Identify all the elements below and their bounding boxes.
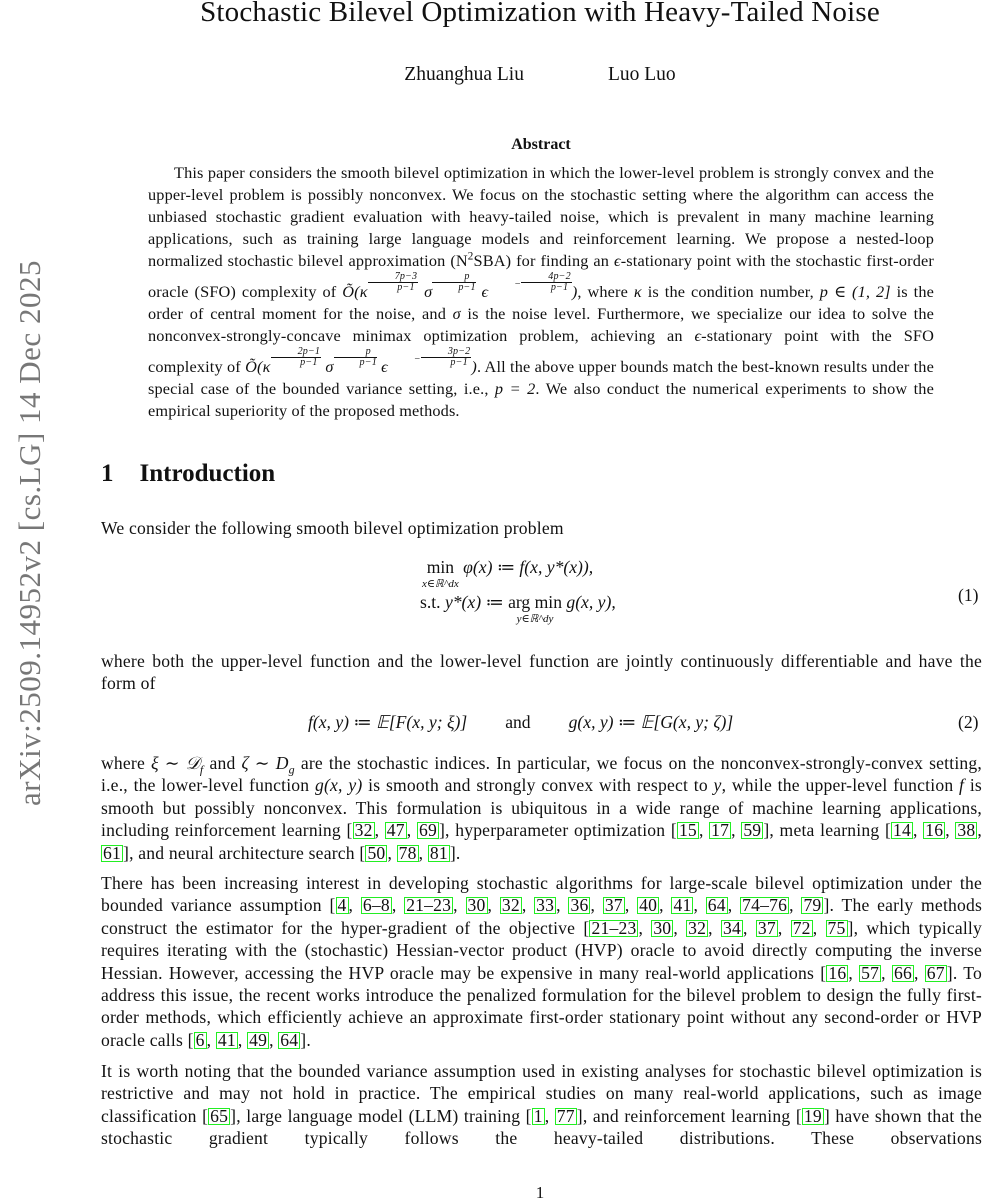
text-run: , and reinforcement learning (582, 1105, 796, 1126)
exponent-fraction (368, 272, 419, 293)
fraction-denominator: p−1 (397, 282, 415, 294)
text-run: , while the upper-level function (721, 775, 960, 796)
citation-link[interactable]: 66 (893, 962, 912, 983)
citation-group: [ 50 , 78 , 81 ] (359, 842, 456, 863)
exponent-sign: − (413, 354, 421, 366)
citation-link[interactable]: 69 (418, 820, 437, 841)
citation-link[interactable]: 65 (210, 1105, 229, 1126)
text-run: are the stochastic indices. In particular, we focus on the nonconvex-strongly-convex setting, i.e., the lower-level function (101, 753, 983, 796)
citation-link[interactable]: 47 (386, 820, 405, 841)
text-run: , and neural architecture search (129, 842, 360, 863)
citation-link[interactable]: 81 (429, 842, 448, 863)
section-title: Introduction (139, 460, 276, 487)
citation-link[interactable]: 74–76 (742, 895, 788, 916)
text-run: is smooth but possibly nonconvex. This formulation is ubiquitous in a wide range of machine learning applications, including reinforcement learning (101, 775, 982, 841)
exponent-sign: − (514, 279, 522, 291)
citation-link[interactable]: 72 (792, 917, 811, 938)
subscript: g (288, 762, 295, 777)
math-symbol: κ (633, 282, 642, 302)
citation-link[interactable]: 61 (103, 842, 121, 863)
exponent-fraction (334, 347, 377, 368)
citation-link[interactable]: 64 (280, 1029, 299, 1050)
fraction-denominator: p−1 (359, 357, 377, 369)
section-heading (101, 460, 275, 488)
text-run: There has been increasing interest in developing stochastic algorithms for large-scale bilevel optimization under the bounded variance assumption (101, 873, 982, 916)
author-name: Zhuanghua Liu (404, 64, 524, 85)
abstract-body (148, 162, 934, 422)
text-run: is the noise level. Furthermore, we specialize our idea to solve the nonconvex-strongly-concave minimax optimization problem, achieving an (148, 304, 934, 346)
text-run: . We also conduct the numerical experiments to show the empirical superiority of the proposed methods. (148, 379, 934, 421)
citation-link[interactable]: 32 (354, 820, 373, 841)
fraction-numerator: 2p−1 (271, 347, 322, 358)
citation-link[interactable]: 37 (757, 917, 776, 938)
text-run: , meta learning (769, 820, 885, 841)
text-run: , hyperparameter optimization (445, 820, 671, 841)
equation-number: (1) (958, 585, 979, 605)
text-run: We consider the following smooth bilevel optimization problem (101, 518, 564, 538)
citation-link[interactable]: 33 (536, 895, 555, 916)
paragraph (101, 650, 982, 695)
math-symbol: ϵ (614, 251, 621, 270)
math-symbol: g(x, y) (314, 775, 363, 796)
citation-link[interactable]: 34 (723, 917, 741, 938)
math-symbol: ζ ∼ D (241, 753, 289, 773)
text-run: is smooth and strongly convex with respect to (362, 775, 714, 796)
citation-link[interactable]: 1 (533, 1105, 543, 1126)
citation-link[interactable]: 21–23 (591, 917, 637, 938)
citation-link[interactable]: 16 (828, 962, 847, 983)
eq-line1: φ(x) ≔ f(x, y*(x)), (463, 557, 594, 577)
fraction-numerator: 7p−3 (368, 272, 419, 283)
eq2-left: f(x, y) ≔ 𝔼[F(x, y; ξ)] (308, 712, 468, 732)
fraction-numerator: p (432, 272, 475, 283)
citation-link[interactable]: 50 (367, 842, 386, 863)
eq-argmin: arg min (508, 592, 562, 612)
fraction-numerator: 4p−2 (521, 272, 572, 283)
text-run: have shown that the stochastic gradient typically follows the heavy-tailed distributions. These observations (101, 1105, 982, 1149)
citation-link[interactable]: 6–8 (362, 895, 390, 916)
text-run: and (203, 753, 242, 773)
text-run: . All the above upper bounds match the best-known results under the special case of the bounded variance setting, i.e., (148, 357, 934, 399)
text-run: , which typically requires iterating with the (stochastic) Hessian-vector product (HVP) oracle to avoid directly computing the inverse Hessian. However, accessing the HVP oracle may be expensive in many real-world applications (101, 917, 983, 983)
text-run: . (455, 842, 461, 863)
paragraph (101, 752, 982, 864)
citation-group: [ 16 , 57 , 66 , 67 ] (820, 962, 953, 983)
citation-link[interactable]: 32 (501, 895, 520, 916)
exponent-fraction (432, 272, 475, 293)
fraction-numerator: p (334, 347, 377, 358)
citation-link[interactable]: 30 (653, 917, 672, 938)
math-symbol: p = 2 (494, 379, 536, 399)
big-o-symbol: Õ (245, 357, 258, 377)
citation-group: [ 6 , 41 , 49 , 64 ] (187, 1029, 307, 1050)
citation-group: [ 32 , 47 , 69 ] (346, 820, 446, 841)
citation-link[interactable]: 67 (926, 962, 945, 983)
citation-link[interactable]: 59 (743, 820, 762, 841)
fraction-denominator: p−1 (450, 357, 468, 369)
citation-group: [ 65 ] (202, 1105, 237, 1126)
citation-link[interactable]: 17 (711, 820, 730, 841)
text-run: . (306, 1029, 311, 1050)
citation-link[interactable]: 75 (827, 917, 846, 938)
subscript: f (199, 762, 204, 777)
exponent-fraction (421, 347, 472, 368)
math-symbol: y (713, 775, 722, 796)
text-run: where both the upper-level function and the lower-level function are jointly continuously differentiable and have the form of (101, 651, 982, 694)
math-symbol: ξ ∼ 𝒟 (150, 753, 200, 773)
citation-link[interactable]: 40 (639, 895, 658, 916)
author-list (0, 64, 984, 86)
text-run: SBA) for finding an (473, 251, 614, 270)
math-symbol: σ (452, 304, 461, 324)
citation-link[interactable]: 16 (925, 820, 944, 841)
eq2-and: and (505, 712, 531, 732)
section-number: 1 (101, 460, 114, 487)
arxiv-identifier: arXiv:2509.14952v2 [cs.LG] 14 Dec 2025 (12, 260, 47, 806)
big-o-symbol: Õ (342, 282, 355, 302)
text-run: It is worth noting that the bounded variance assumption used in existing analyses for stochastic bilevel optimization is restrictive and may not hold in practice. The empirical studies on many real-world applications, such as image classification (101, 1061, 982, 1126)
fraction-denominator: p−1 (300, 357, 318, 369)
fraction-numerator: 3p−2 (421, 347, 472, 358)
author-name: Luo Luo (607, 64, 676, 85)
eq2-right: g(x, y) ≔ 𝔼[G(x, y; ζ)] (568, 712, 734, 732)
equation-number: (2) (958, 712, 979, 732)
text-run: , large language model (LLM) training (236, 1105, 526, 1126)
fraction-denominator: p−1 (550, 282, 569, 294)
equation-2 (308, 712, 733, 733)
citation-link[interactable]: 37 (604, 895, 623, 916)
superscript: 2 (467, 250, 474, 263)
text-run: . The early methods construct the estimator for the hyper-gradient of the objective (101, 895, 983, 938)
exponent-fraction (271, 347, 322, 368)
citation-link[interactable]: 36 (570, 895, 589, 916)
text-run: -stationary point with the stochastic first-order oracle (SFO) complexity of (148, 251, 934, 302)
text-run: This paper considers the smooth bilevel optimization in which the lower-level problem is strongly convex and the upper-level problem is possibly nonconvex. We focus on the stochastic setting where the algorithm can access the unbiased stochastic gradient evaluation with heavy-tailed noise, which is prevalent in many machine learning applications, such as training large language models and reinforcement learning. We propose a nested-loop normalized stochastic bilevel approximation (N (148, 163, 934, 270)
text-run: is the condition number, (641, 282, 820, 302)
eq-line2b: g(x, y), (566, 592, 616, 612)
complexity-expression: Õ(κ $\frac{7p-3}{p-1}$ σ $\frac{p}{p-1}$ ϵ − $\frac{4p-2}{p-1}$ ) (342, 271, 578, 302)
citation-group: [ 21–23 , 30 , 32 , 34 , 37 , 72 , 75 ] (583, 917, 854, 938)
citation-group: [ 15 , 17 , 59 ] (670, 820, 770, 841)
citation-link[interactable]: 32 (688, 917, 707, 938)
eq-min: min (426, 557, 455, 577)
text-run: -stationary point with the SFO complexity of (148, 326, 935, 377)
citation-link[interactable]: 14 (893, 820, 912, 841)
exponent-fraction (521, 272, 572, 293)
text-run: , where (577, 282, 634, 302)
citation-link[interactable]: 77 (556, 1105, 575, 1126)
eq-argmin-subscript: y∈ℝ^dy (516, 613, 554, 625)
eq-line2a: y*(x) ≔ (444, 592, 504, 612)
citation-group: [ 19 ] (795, 1105, 830, 1126)
citation-link[interactable]: 21–23 (406, 895, 452, 916)
citation-group: [ 4 , 6–8 , 21–23 , 30 , 32 , 33 , 36 , 37 , 40 , 41 , 64 , 74–76 , 79 ] (329, 895, 830, 916)
math-symbol: f (959, 775, 965, 796)
eq-st: s.t. (420, 592, 441, 612)
citation-link[interactable]: 78 (398, 842, 417, 863)
citation-link[interactable]: 41 (673, 895, 692, 916)
text-run: where (101, 753, 151, 773)
citation-link[interactable]: 15 (678, 820, 697, 841)
abstract-heading: Abstract (511, 136, 571, 153)
citation-link[interactable]: 4 (337, 895, 347, 916)
paragraph (101, 1060, 982, 1150)
page-number: 1 (535, 1183, 545, 1202)
text-run: is the order of central moment for the noise, and (148, 282, 935, 324)
citation-group: [ 14 , 16 , 38 , 61 ] (103, 820, 982, 863)
citation-link[interactable]: 57 (861, 962, 880, 983)
math-symbol: ϵ (694, 326, 702, 346)
text-run: . To address this issue, the recent works introduce the penalized formulation for the bilevel problem to design the fully first-order methods, which efficiently achieve an approximate first-order stationary point without any second-order or HVP oracle calls (101, 962, 982, 1050)
complexity-expression: Õ(κ $\frac{2p-1}{p-1}$ σ $\frac{p}{p-1}$ ϵ − $\frac{3p-2}{p-1}$ ) (245, 346, 477, 377)
citation-link[interactable]: 64 (707, 895, 726, 916)
paper-title: Stochastic Bilevel Optimization with Heavy-Tailed Noise (200, 0, 880, 28)
equation-1 (422, 557, 616, 625)
math-symbol: p ∈ (1, 2] (819, 282, 891, 302)
eq-min-subscript: x∈ℝ^dx (422, 578, 459, 590)
citation-link[interactable]: 41 (217, 1029, 236, 1050)
citation-link[interactable]: 30 (467, 895, 486, 916)
paragraph (101, 517, 982, 539)
citation-link[interactable]: 49 (249, 1029, 268, 1050)
paragraph (101, 872, 982, 1051)
citation-group: [ 1 , 77 ] (525, 1105, 583, 1126)
citation-link[interactable]: 38 (957, 820, 976, 841)
citation-link[interactable]: 19 (803, 1105, 822, 1126)
citation-link[interactable]: 6 (195, 1029, 205, 1050)
fraction-denominator: p−1 (458, 282, 476, 294)
citation-link[interactable]: 79 (803, 895, 822, 916)
